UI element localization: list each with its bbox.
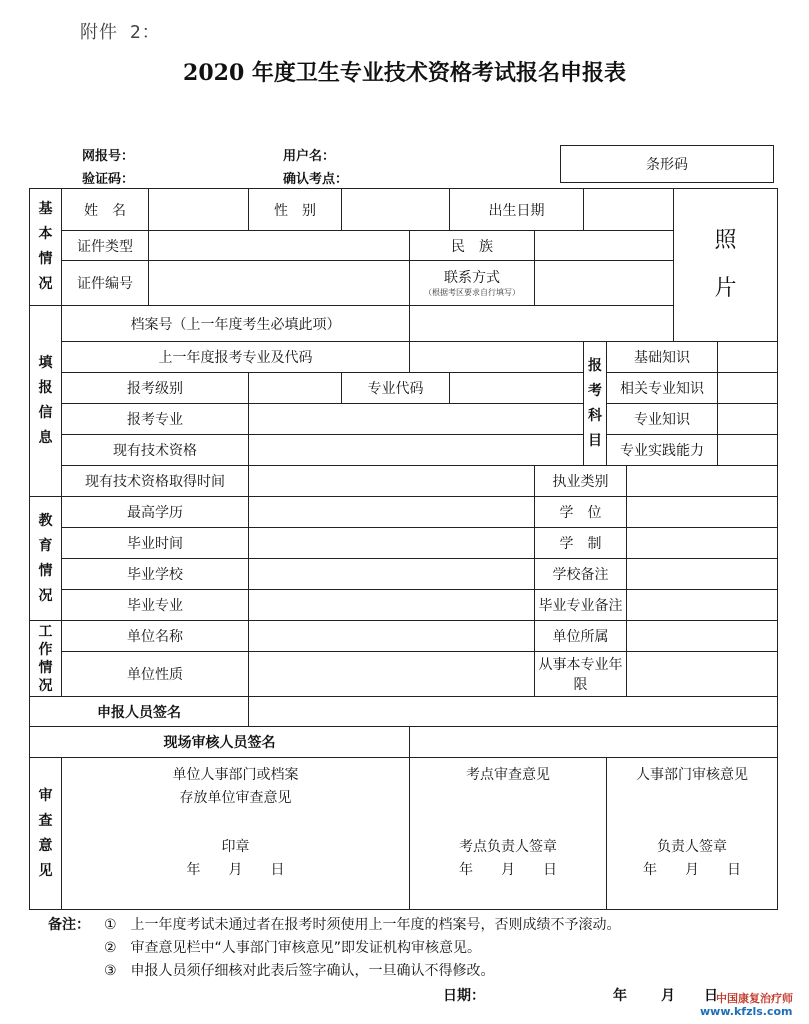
subject-practice-label: 专业实践能力	[607, 435, 718, 466]
graduation-major-field[interactable]	[249, 590, 535, 621]
graduation-time-label: 毕业时间	[62, 528, 249, 559]
current-qualification-label: 现有技术资格	[62, 435, 249, 466]
gender-field[interactable]	[342, 189, 450, 231]
exam-level-label: 报考级别	[62, 373, 249, 404]
photo-label: 照 片	[714, 228, 737, 301]
page-title: 2020 年度卫生专业技术资格考试报名申报表	[183, 60, 626, 86]
id-number-label: 证件编号	[62, 261, 149, 306]
registration-form-table	[29, 188, 778, 910]
onsite-signature-field[interactable]	[410, 727, 778, 758]
graduation-major-label: 毕业专业	[62, 590, 249, 621]
footer-date-label: 日期：	[443, 988, 485, 1004]
exam-level-field[interactable]	[249, 373, 342, 404]
verify-code-label: 验证码：	[82, 172, 135, 187]
watermark-url: www.kfzls.com	[700, 1005, 793, 1018]
unit-nature-field[interactable]	[249, 652, 535, 697]
section-basic-info: 基 本 情 况	[30, 189, 62, 306]
school-note-label: 学校备注	[535, 559, 627, 590]
section-subjects: 报 考 科 目	[584, 342, 607, 466]
license-type-label: 执业类别	[535, 466, 627, 497]
gender-label: 性 别	[249, 189, 342, 231]
major-code-label: 专业代码	[342, 373, 450, 404]
section-review: 审 查 意 见	[30, 758, 62, 910]
site-review-date: 年 月 日	[459, 862, 557, 878]
annex-label: 附件 2：	[80, 22, 161, 43]
hr-review-seal: 负责人签章	[657, 839, 727, 855]
exam-major-field[interactable]	[249, 404, 584, 435]
subject-practice-field[interactable]	[718, 435, 778, 466]
subject-related-field[interactable]	[718, 373, 778, 404]
note-1: ① 上一年度考试未通过者在报考时须使用上一年度的档案号，否则成绩不予滚动。	[104, 917, 621, 933]
unit-affiliation-field[interactable]	[627, 621, 778, 652]
qualification-time-field[interactable]	[249, 466, 535, 497]
graduation-school-field[interactable]	[249, 559, 535, 590]
site-review-seal: 考点负责人签章	[459, 839, 557, 855]
site-review-title: 考点审查意见	[466, 767, 550, 783]
footer-day: 日	[704, 988, 718, 1004]
section-fill-info: 填 报 信 息	[30, 306, 62, 497]
applicant-signature-label: 申报人员签名	[30, 697, 249, 727]
birth-label: 出生日期	[450, 189, 584, 231]
study-length-label: 学 制	[535, 528, 627, 559]
contact-label: 联系方式 （根据考区要求自行填写）	[410, 261, 535, 306]
hr-review-date: 年 月 日	[643, 862, 741, 878]
graduation-school-label: 毕业学校	[62, 559, 249, 590]
footer-year: 年	[613, 988, 627, 1004]
unit-affiliation-label: 单位所属	[535, 621, 627, 652]
ethnic-field[interactable]	[535, 231, 718, 261]
barcode-box	[560, 145, 774, 183]
archive-number-field[interactable]	[410, 306, 674, 342]
school-note-field[interactable]	[627, 559, 778, 590]
id-type-label: 证件类型	[62, 231, 149, 261]
unit-review-seal: 印章	[221, 839, 250, 855]
id-number-field[interactable]	[149, 261, 410, 306]
unit-review-cell[interactable]	[62, 758, 410, 910]
license-type-field[interactable]	[627, 466, 778, 497]
work-years-field[interactable]	[627, 652, 778, 697]
subject-professional-label: 专业知识	[607, 404, 718, 435]
name-field[interactable]	[149, 189, 249, 231]
contact-note: （根据考区要求自行填写）	[424, 288, 520, 297]
graduation-time-field[interactable]	[249, 528, 535, 559]
major-code-field[interactable]	[450, 373, 584, 404]
unit-review-title-2: 存放单位审查意见	[179, 790, 292, 806]
qualification-time-label: 现有技术资格取得时间	[62, 466, 249, 497]
name-label: 姓 名	[62, 189, 149, 231]
birth-field[interactable]	[584, 189, 674, 231]
unit-name-label: 单位名称	[62, 621, 249, 652]
onsite-signature-label: 现场审核人员签名	[30, 727, 410, 758]
degree-field[interactable]	[627, 497, 778, 528]
contact-field[interactable]	[535, 261, 718, 306]
work-years-label: 从事本专业年限	[535, 652, 627, 697]
subject-related-label: 相关专业知识	[607, 373, 718, 404]
net-number-label: 网报号：	[82, 149, 135, 164]
applicant-signature-field[interactable]	[249, 697, 778, 727]
major-note-label: 毕业专业备注	[535, 590, 627, 621]
unit-name-field[interactable]	[249, 621, 535, 652]
subject-basic-field[interactable]	[718, 342, 778, 373]
id-type-field[interactable]	[149, 231, 410, 261]
watermark-title: 中国康复治疗师	[716, 992, 793, 1005]
site-review-cell[interactable]	[410, 758, 607, 910]
username-label: 用户名：	[283, 149, 336, 164]
hr-review-cell[interactable]	[607, 758, 778, 910]
unit-review-date: 年 月 日	[186, 862, 285, 878]
subject-basic-label: 基础知识	[607, 342, 718, 373]
subject-professional-field[interactable]	[718, 404, 778, 435]
unit-nature-label: 单位性质	[62, 652, 249, 697]
confirm-site-label: 确认考点：	[283, 172, 349, 187]
last-year-major-field[interactable]	[410, 342, 584, 373]
note-3: ③ 申报人员须仔细核对此表后签字确认，一旦确认不得修改。	[104, 963, 495, 979]
archive-number-label: 档案号（上一年度考生必填此项）	[62, 306, 410, 342]
hr-review-title: 人事部门审核意见	[636, 767, 748, 783]
highest-education-field[interactable]	[249, 497, 535, 528]
section-work: 工 作 情 况	[30, 621, 62, 697]
barcode-label: 条形码	[646, 157, 688, 173]
degree-label: 学 位	[535, 497, 627, 528]
current-qualification-field[interactable]	[249, 435, 584, 466]
study-length-field[interactable]	[627, 528, 778, 559]
ethnic-label: 民 族	[410, 231, 535, 261]
exam-major-label: 报考专业	[62, 404, 249, 435]
note-2: ② 审查意见栏中“人事部门审核意见”即发证机构审核意见。	[104, 940, 482, 956]
unit-review-title-1: 单位人事部门或档案	[172, 767, 299, 783]
section-education: 教 育 情 况	[30, 497, 62, 621]
last-year-major-label: 上一年度报考专业及代码	[62, 342, 410, 373]
major-note-field[interactable]	[627, 590, 778, 621]
notes-label: 备注：	[48, 917, 90, 933]
highest-education-label: 最高学历	[62, 497, 249, 528]
footer-month: 月	[661, 988, 675, 1004]
